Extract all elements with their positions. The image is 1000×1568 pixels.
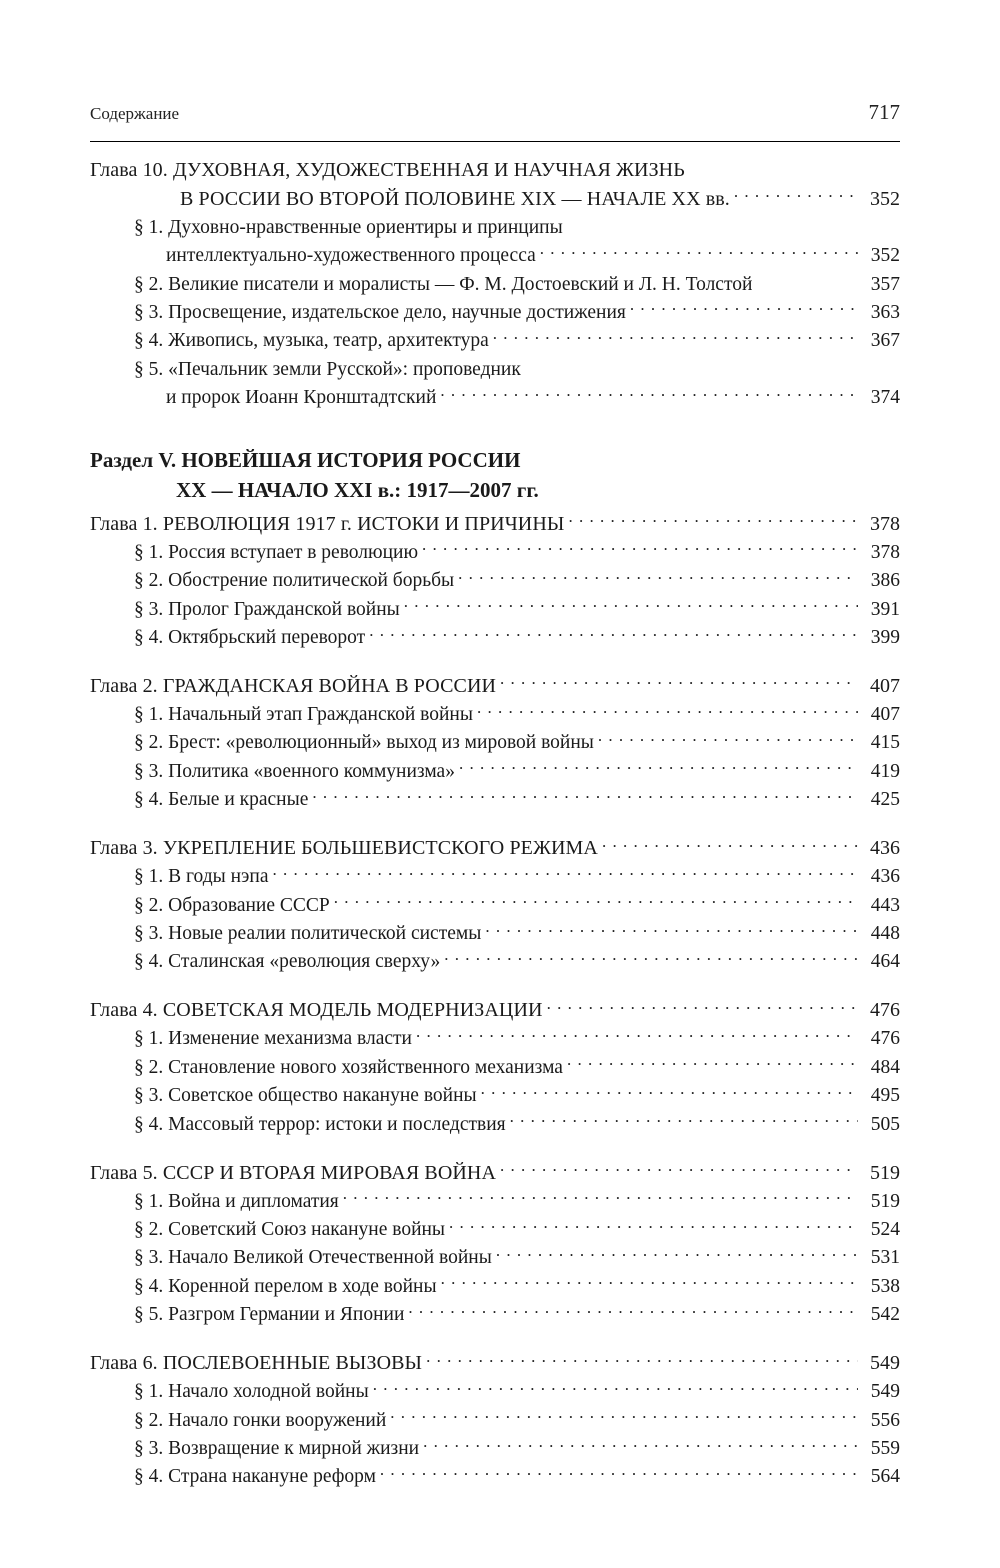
- toc-entry-label: § 1. Духовно-нравственные ориентиры и принципы: [134, 216, 563, 238]
- toc-entry-page-number: 374: [870, 387, 900, 409]
- toc-section-entry[interactable]: [90, 700, 900, 728]
- toc-entry-label: § 3. Советское общество накануне войны: [134, 1085, 477, 1107]
- toc-chapter-entry[interactable]: [90, 996, 900, 1025]
- toc-section-entry[interactable]: [90, 538, 900, 566]
- toc-section-entry[interactable]: [90, 1406, 900, 1434]
- running-head: [90, 100, 900, 125]
- toc-entry-page-number: 524: [870, 1219, 900, 1241]
- toc-section-entry[interactable]: [90, 1301, 900, 1329]
- toc-entry-page-number: 519: [870, 1161, 900, 1184]
- toc-leader-dots: [485, 920, 858, 940]
- toc-leader-dots: [423, 1435, 858, 1455]
- toc-entry-label: § 4. Коренной перелом в ходе войны: [134, 1275, 437, 1297]
- toc-entry-page-number: 505: [870, 1113, 900, 1135]
- toc-section-entry[interactable]: [90, 213, 900, 241]
- toc-entry-label: § 4. Белые и красные: [134, 789, 309, 811]
- toc-entry-label: § 2. Брест: «революционный» выход из мировой войны: [134, 732, 594, 754]
- toc-section-entry[interactable]: [90, 1216, 900, 1244]
- toc-section-entry[interactable]: [90, 1435, 900, 1463]
- toc-entry-page-number: 542: [870, 1304, 900, 1326]
- toc-section-entry[interactable]: [90, 1110, 900, 1138]
- toc-entry-label: § 5. «Печальник земли Русской»: проповедник: [134, 358, 521, 380]
- toc-chapter-entry[interactable]: [90, 672, 900, 701]
- toc-leader-dots: [689, 156, 858, 176]
- toc-entry-label: § 4. Октябрьский переворот: [134, 626, 366, 648]
- toc-entry-label: В РОССИИ ВО ВТОРОЙ ПОЛОВИНЕ XIX — НАЧАЛЕ XX вв.: [180, 187, 730, 210]
- toc-section-entry[interactable]: [90, 891, 900, 919]
- toc-leader-dots: [444, 948, 858, 968]
- toc-leader-dots: [567, 213, 858, 233]
- toc-entry-label: § 3. Просвещение, издательское дело, научные достижения: [134, 301, 626, 323]
- toc-entry-page-number: 407: [870, 703, 900, 725]
- toc-entry-label: § 1. Изменение механизма власти: [134, 1028, 412, 1050]
- toc-entry-label: § 2. Начало гонки вооружений: [134, 1409, 387, 1431]
- part-title-line-1: Раздел V. НОВЕЙШАЯ ИСТОРИЯ РОССИИ: [90, 448, 521, 473]
- toc-entry-label: § 3. Возвращение к мирной жизни: [134, 1438, 420, 1460]
- toc-entry-label: Глава 4. СОВЕТСКАЯ МОДЕЛЬ МОДЕРНИЗАЦИИ: [90, 999, 543, 1022]
- toc-entry-page-number: 399: [870, 626, 900, 648]
- toc-entry-page-number: 564: [870, 1466, 900, 1488]
- toc-chapter-entry[interactable]: [90, 156, 900, 185]
- toc-leader-dots: [422, 538, 858, 558]
- toc-section-entry[interactable]: [90, 1272, 900, 1300]
- toc-section-entry[interactable]: [90, 595, 900, 623]
- toc-chapter-entry[interactable]: [90, 1349, 900, 1378]
- toc-leader-dots: [440, 384, 858, 404]
- toc-entry-page-number: 425: [870, 789, 900, 811]
- toc-entry-label: § 4. Массовый террор: истоки и последствия: [134, 1113, 506, 1135]
- toc-leader-dots: [369, 623, 858, 643]
- toc-leader-dots: [598, 729, 858, 749]
- toc-entry-page-number: 476: [870, 1028, 900, 1050]
- toc-entry-page-number: 556: [870, 1409, 900, 1431]
- toc-entry-label: Глава 10. ДУХОВНАЯ, ХУДОЖЕСТВЕННАЯ И НАУЧНАЯ ЖИЗНЬ: [90, 159, 685, 181]
- toc-entry-page-number: 386: [870, 570, 900, 592]
- toc-entry-label: Глава 3. УКРЕПЛЕНИЕ БОЛЬШЕВИСТСКОГО РЕЖИМА: [90, 837, 598, 860]
- toc-leader-dots: [426, 1349, 858, 1369]
- toc-entry-label: § 2. Образование СССР: [134, 894, 330, 916]
- toc-entry-label: § 1. Россия вступает в революцию: [134, 541, 419, 563]
- toc-entry-page-number: 407: [870, 674, 900, 697]
- toc-leader-dots: [459, 757, 858, 777]
- toc-entry-label: § 3. Пролог Гражданской войны: [134, 598, 400, 620]
- toc-section-entry[interactable]: [90, 1053, 900, 1081]
- toc-entry-label: § 4. Страна накануне реформ: [134, 1466, 376, 1488]
- toc-leader-dots: [500, 672, 858, 692]
- toc-leader-dots: [380, 1463, 858, 1483]
- entry-spacer: [90, 652, 900, 672]
- toc-entry-list: [90, 156, 900, 1491]
- toc-entry-label: § 2. Обострение политической борьбы: [134, 570, 455, 592]
- toc-leader-dots: [441, 1272, 858, 1292]
- toc-leader-dots: [334, 891, 858, 911]
- toc-entry-page-number: 415: [870, 732, 900, 754]
- toc-entry-page-number: 436: [870, 837, 900, 860]
- header-divider: [90, 141, 900, 142]
- toc-entry-label: § 2. Великие писатели и моралисты — Ф. М. Достоевский и Л. Н. Толстой: [134, 273, 753, 295]
- toc-section-entry[interactable]: [90, 327, 900, 355]
- toc-leader-dots: [373, 1378, 858, 1398]
- toc-entry-page-number: 443: [870, 894, 900, 916]
- toc-leader-dots: [343, 1187, 858, 1207]
- toc-leader-dots: [493, 327, 858, 347]
- toc-entry-label: § 1. Война и дипломатия: [134, 1190, 339, 1212]
- toc-leader-dots: [449, 1216, 858, 1236]
- toc-section-entry[interactable]: [90, 729, 900, 757]
- toc-entry-page-number: 531: [870, 1247, 900, 1269]
- toc-chapter-entry[interactable]: [90, 185, 900, 214]
- toc-section-entry[interactable]: [90, 948, 900, 976]
- toc-section-entry[interactable]: [90, 1025, 900, 1053]
- toc-entry-label: Глава 6. ПОСЛЕВОЕННЫЕ ВЫЗОВЫ: [90, 1352, 423, 1375]
- toc-entry-page-number: 391: [870, 598, 900, 620]
- toc-section-entry[interactable]: [90, 757, 900, 785]
- toc-section-entry[interactable]: [90, 1082, 900, 1110]
- toc-leader-dots: [602, 834, 858, 854]
- toc-chapter-entry[interactable]: [90, 510, 900, 539]
- toc-entry-label: § 4. Сталинская «революция сверху»: [134, 951, 441, 973]
- toc-section-entry[interactable]: [90, 920, 900, 948]
- page-folio: 717: [868, 100, 900, 124]
- toc-entry-page-number: 519: [870, 1190, 900, 1212]
- toc-section-entry[interactable]: [90, 786, 900, 814]
- toc-entry-label: § 3. Политика «военного коммунизма»: [134, 760, 455, 782]
- toc-entry-label: § 3. Начало Великой Отечественной войны: [134, 1247, 492, 1269]
- toc-leader-dots: [756, 270, 858, 290]
- toc-section-entry[interactable]: [90, 384, 900, 412]
- entry-spacer: [90, 976, 900, 996]
- toc-section-entry[interactable]: [90, 1463, 900, 1491]
- toc-leader-dots: [500, 1159, 858, 1179]
- toc-entry-page-number: 559: [870, 1438, 900, 1460]
- toc-leader-dots: [567, 1053, 858, 1073]
- entry-spacer: [90, 1139, 900, 1159]
- toc-entry-page-number: 352: [870, 245, 900, 267]
- toc-leader-dots: [568, 510, 858, 530]
- entry-spacer: [90, 814, 900, 834]
- toc-entry-page-number: 476: [870, 999, 900, 1022]
- toc-entry-page-number: 378: [870, 512, 900, 535]
- toc-entry-label: § 1. Начальный этап Гражданской войны: [134, 703, 473, 725]
- toc-entry-page-number: 378: [870, 541, 900, 563]
- toc-entry-page-number: 367: [870, 330, 900, 352]
- entry-spacer: [90, 1329, 900, 1349]
- toc-entry-label: § 1. Начало холодной войны: [134, 1381, 369, 1403]
- toc-entry-page-number: 448: [870, 923, 900, 944]
- toc-leader-dots: [510, 1110, 858, 1130]
- toc-leader-dots: [496, 1244, 858, 1264]
- toc-entry-label: Глава 2. ГРАЖДАНСКАЯ ВОЙНА В РОССИИ: [90, 674, 497, 697]
- toc-entry-label: § 5. Разгром Германии и Японии: [134, 1304, 405, 1326]
- toc-entry-page-number: 419: [870, 760, 900, 782]
- toc-entry-page-number: 484: [870, 1056, 900, 1078]
- toc-section-entry[interactable]: [90, 242, 900, 270]
- toc-entry-page-number: 495: [870, 1085, 900, 1107]
- toc-entry-page-number: 549: [870, 1381, 900, 1403]
- toc-entry-page-number: 549: [870, 1352, 900, 1375]
- running-head-title: Содержание: [90, 104, 180, 123]
- toc-entry-label: § 3. Новые реалии политической системы: [134, 923, 482, 944]
- toc-entry-label: § 4. Живопись, музыка, театр, архитектура: [134, 330, 489, 352]
- toc-chapter-entry[interactable]: [90, 834, 900, 863]
- toc-entry-label: и пророк Иоанн Кронштадтский: [166, 387, 437, 409]
- toc-leader-dots: [481, 1082, 858, 1102]
- toc-entry-page-number: 352: [870, 187, 900, 210]
- toc-leader-dots: [312, 786, 858, 806]
- part-title: [90, 446, 900, 506]
- toc-entry-label: § 1. В годы нэпа: [134, 866, 269, 888]
- toc-leader-dots: [404, 595, 858, 615]
- toc-entry-page-number: 357: [870, 273, 900, 295]
- toc-entry-page-number: 538: [870, 1275, 900, 1297]
- toc-section-entry[interactable]: [90, 1187, 900, 1215]
- part-title-line-2: XX — НАЧАЛО XXI в.: 1917—2007 гг.: [176, 477, 539, 502]
- toc-entry-label: интеллектуально-художественного процесса: [166, 245, 536, 267]
- toc-leader-dots: [477, 700, 858, 720]
- toc-leader-dots: [390, 1406, 858, 1426]
- toc-section-entry[interactable]: [90, 298, 900, 326]
- toc-leader-dots: [273, 863, 858, 883]
- toc-leader-dots: [547, 996, 858, 1016]
- toc-section-entry[interactable]: [90, 567, 900, 595]
- toc-leader-dots: [630, 298, 858, 318]
- toc-leader-dots: [540, 242, 858, 262]
- toc-leader-dots: [408, 1301, 858, 1321]
- toc-entry-label: Глава 5. СССР И ВТОРАЯ МИРОВАЯ ВОЙНА: [90, 1161, 496, 1184]
- toc-section-entry[interactable]: [90, 863, 900, 891]
- toc-section-entry[interactable]: [90, 1378, 900, 1406]
- toc-leader-dots: [734, 185, 858, 205]
- toc-entry-label: § 2. Становление нового хозяйственного механизма: [134, 1056, 563, 1078]
- toc-section-entry[interactable]: [90, 270, 900, 298]
- toc-section-entry[interactable]: [90, 1244, 900, 1272]
- toc-section-entry[interactable]: [90, 355, 900, 383]
- toc-section-entry[interactable]: [90, 623, 900, 651]
- toc-entry-page-number: 363: [870, 301, 900, 323]
- toc-content: [90, 100, 900, 1491]
- toc-entry-label: Глава 1. РЕВОЛЮЦИЯ 1917 г. ИСТОКИ И ПРИЧИНЫ: [90, 512, 565, 535]
- toc-entry-label: § 2. Советский Союз накануне войны: [134, 1219, 446, 1241]
- toc-leader-dots: [525, 355, 858, 375]
- toc-entry-page-number: 464: [870, 951, 900, 973]
- toc-leader-dots: [458, 567, 858, 587]
- toc-leader-dots: [416, 1025, 858, 1045]
- toc-chapter-entry[interactable]: [90, 1159, 900, 1188]
- toc-entry-page-number: 436: [870, 866, 900, 888]
